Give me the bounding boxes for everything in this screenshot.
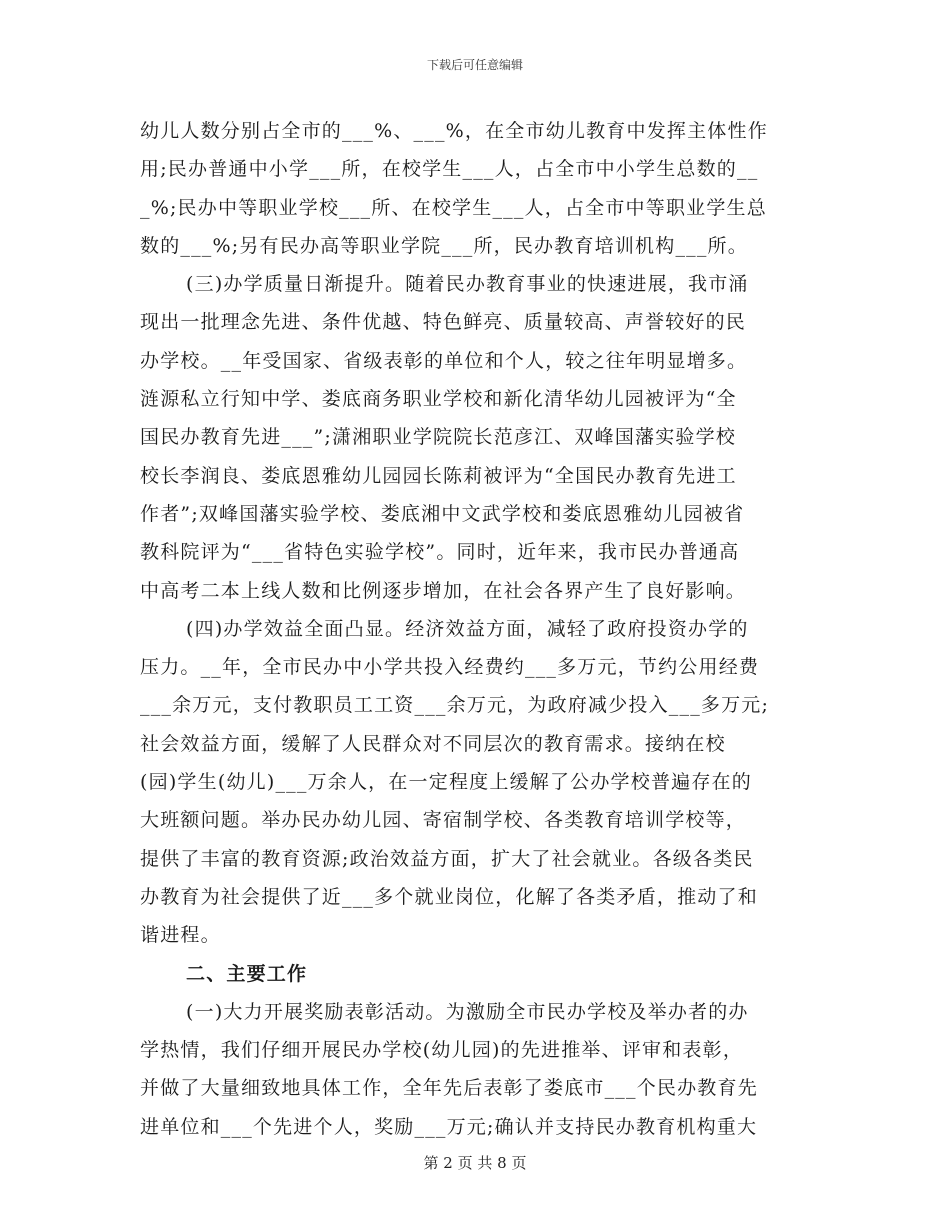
text-line: 中高考二本上线人数和比例逐步增加，在社会各界产生了良好影响。 [140, 579, 747, 602]
paragraph-start-line: (四)办学效益全面凸显。经济效益方面，减轻了政府投资办学的 [186, 617, 749, 640]
text-line: 校长李润良、娄底恩雅幼儿园园长陈莉被评为“全国民办教育先进工 [140, 464, 737, 487]
document-body [140, 112, 808, 1146]
text-line: 现出一批理念先进、条件优越、特色鲜亮、质量较高、声誉较好的民 [140, 311, 747, 334]
text-line: 谐进程。 [140, 924, 221, 947]
text-line: 并做了大量细致地具体工作，全年先后表彰了娄底市___个民办教育先 [140, 1077, 758, 1100]
text-line: (园)学生(幼儿)___万余人，在一定程度上缓解了公办学校普遍存在的 [140, 771, 752, 794]
text-line: 学热情，我们仔细开展民办学校(幼儿园)的先进推举、评审和表彰， [140, 1039, 744, 1062]
text-line: 用;民办普通中小学___所，在校学生___人，占全市中小学生总数的__ [140, 158, 759, 181]
paragraph-start-line: (一)大力开展奖励表彰活动。为激励全市民办学校及举办者的办 [186, 1000, 749, 1023]
text-line: 数的___%;另有民办高等职业学院___所，民办教育培训机构___所。 [140, 234, 748, 257]
text-line: 幼儿人数分别占全市的___%、___%，在全市幼儿教育中发挥主体性作 [140, 120, 768, 142]
text-line: 办学校。__年受国家、省级表彰的单位和个人，较之往年明显增多。 [140, 349, 748, 372]
text-line: 压力。__年，全市民办中小学共投入经费约___多万元，节约公用经费 [140, 656, 760, 679]
section-heading: 二、主要工作 [186, 962, 308, 985]
text-line: 大班额问题。举办民办幼儿园、寄宿制学校、各类教育培训学校等， [140, 809, 747, 832]
paragraph-start-line: (三)办学质量日渐提升。随着民办教育事业的快速进展，我市涌 [186, 273, 749, 296]
text-line: 涟源私立行知中学、娄底商务职业学校和新化清华幼儿园被评为“全 [140, 388, 737, 411]
text-line: _%;民办中等职业学校___所、在校学生___人，占全市中等职业学生总 [140, 196, 767, 219]
text-line: 社会效益方面，缓解了人民群众对不同层次的教育需求。接纳在校 [140, 732, 726, 755]
text-line: 教科院评为“___省特色实验学校”。同时，近年来，我市民办普通高 [140, 541, 740, 564]
text-line: 国民办教育先进___”;潇湘职业学院院长范彦江、双峰国藩实验学校 [140, 426, 737, 449]
page-header: 下载后可任意编辑 [426, 58, 523, 72]
text-line: 进单位和___个先进个人，奖励___万元;确认并支持民办教育机构重大 [140, 1115, 758, 1138]
page-footer: 第 2 页 共 8 页 [423, 1154, 527, 1172]
text-line: 提供了丰富的教育资源;政治效益方面，扩大了社会就业。各级各类民 [140, 847, 754, 870]
text-line: 作者”;双峰国藩实验学校、娄底湘中文武学校和娄底恩雅幼儿园被省 [140, 502, 745, 525]
text-line: 办教育为社会提供了近___多个就业岗位，化解了各类矛盾，推动了和 [140, 885, 758, 908]
text-line: ___余万元，支付教职员工工资___余万元，为政府减少投入___多万元; [140, 694, 770, 717]
